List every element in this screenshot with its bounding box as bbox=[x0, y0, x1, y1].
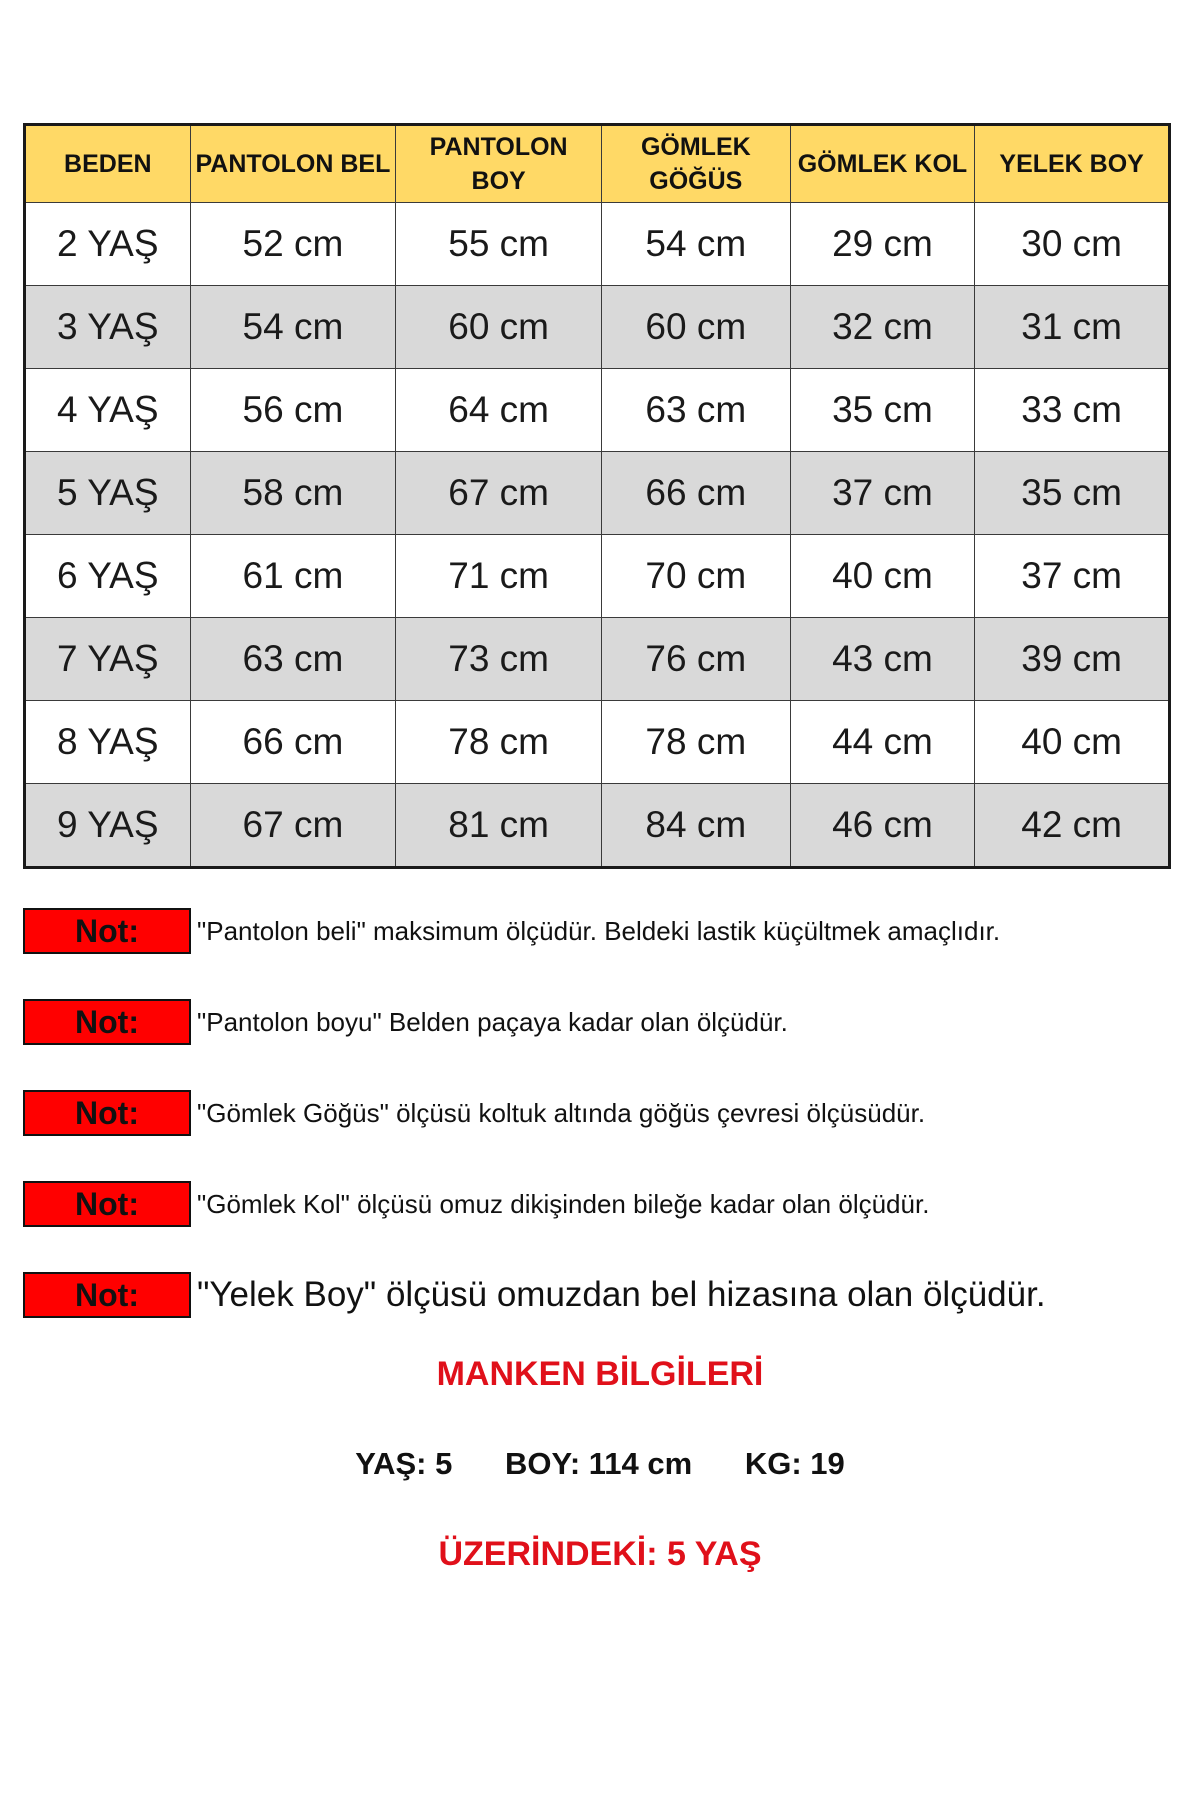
note-badge: Not: bbox=[23, 1090, 191, 1136]
note-gomlek-gogus bbox=[23, 1090, 1171, 1136]
pantolon-bel-cell: 63 cm bbox=[190, 618, 396, 701]
header-yelek-boy: YELEK BOY bbox=[975, 125, 1170, 203]
pantolon-boy-cell: 55 cm bbox=[396, 203, 602, 286]
table-row bbox=[25, 535, 1170, 618]
pantolon-boy-cell: 60 cm bbox=[396, 286, 602, 369]
gomlek-gogus-cell: 76 cm bbox=[601, 618, 790, 701]
gomlek-kol-cell: 46 cm bbox=[790, 784, 975, 868]
pantolon-bel-cell: 56 cm bbox=[190, 369, 396, 452]
gomlek-kol-cell: 35 cm bbox=[790, 369, 975, 452]
header-beden: BEDEN bbox=[25, 125, 191, 203]
yelek-boy-cell: 42 cm bbox=[975, 784, 1170, 868]
gomlek-kol-cell: 32 cm bbox=[790, 286, 975, 369]
size-cell: 9 YAŞ bbox=[25, 784, 191, 868]
pantolon-bel-cell: 66 cm bbox=[190, 701, 396, 784]
gomlek-kol-cell: 44 cm bbox=[790, 701, 975, 784]
table-row bbox=[25, 452, 1170, 535]
yelek-boy-cell: 31 cm bbox=[975, 286, 1170, 369]
size-chart-table bbox=[23, 123, 1171, 869]
pantolon-bel-cell: 58 cm bbox=[190, 452, 396, 535]
gomlek-gogus-cell: 54 cm bbox=[601, 203, 790, 286]
note-yelek-boy bbox=[23, 1272, 1171, 1318]
table-row bbox=[25, 286, 1170, 369]
pantolon-boy-cell: 64 cm bbox=[396, 369, 602, 452]
size-cell: 5 YAŞ bbox=[25, 452, 191, 535]
note-pantolon-boy bbox=[23, 999, 1171, 1045]
pantolon-boy-cell: 81 cm bbox=[396, 784, 602, 868]
size-cell: 6 YAŞ bbox=[25, 535, 191, 618]
header-pantolon-boy: PANTOLON BOY bbox=[396, 125, 602, 203]
note-text: "Gömlek Göğüs" ölçüsü koltuk altında göğüs çevresi ölçüsüdür. bbox=[197, 1098, 926, 1128]
pantolon-boy-cell: 73 cm bbox=[396, 618, 602, 701]
size-cell: 8 YAŞ bbox=[25, 701, 191, 784]
model-info-title: MANKEN BİLGİLERİ bbox=[436, 1355, 764, 1393]
note-badge: Not: bbox=[23, 999, 191, 1045]
gomlek-kol-cell: 40 cm bbox=[790, 535, 975, 618]
model-info-row bbox=[0, 1446, 1200, 1482]
size-cell: 7 YAŞ bbox=[25, 618, 191, 701]
pantolon-bel-cell: 61 cm bbox=[190, 535, 396, 618]
table-row bbox=[25, 784, 1170, 868]
note-badge: Not: bbox=[23, 1181, 191, 1227]
gomlek-gogus-cell: 84 cm bbox=[601, 784, 790, 868]
model-weight: KG: 19 bbox=[744, 1446, 845, 1481]
note-badge: Not: bbox=[23, 908, 191, 954]
gomlek-gogus-cell: 66 cm bbox=[601, 452, 790, 535]
yelek-boy-cell: 40 cm bbox=[975, 701, 1170, 784]
yelek-boy-cell: 30 cm bbox=[975, 203, 1170, 286]
header-gomlek-gogus: GÖMLEK GÖĞÜS bbox=[601, 125, 790, 203]
size-cell: 4 YAŞ bbox=[25, 369, 191, 452]
table-header-row bbox=[25, 125, 1170, 203]
gomlek-kol-cell: 37 cm bbox=[790, 452, 975, 535]
model-height: BOY: 114 cm bbox=[504, 1446, 693, 1481]
model-wearing-size: ÜZERİNDEKİ: 5 YAŞ bbox=[438, 1535, 762, 1573]
table-row bbox=[25, 701, 1170, 784]
pantolon-bel-cell: 67 cm bbox=[190, 784, 396, 868]
table-row bbox=[25, 618, 1170, 701]
header-pantolon-bel: PANTOLON BEL bbox=[190, 125, 396, 203]
pantolon-boy-cell: 71 cm bbox=[396, 535, 602, 618]
yelek-boy-cell: 37 cm bbox=[975, 535, 1170, 618]
note-gomlek-kol bbox=[23, 1181, 1171, 1227]
table-row bbox=[25, 203, 1170, 286]
note-badge: Not: bbox=[23, 1272, 191, 1318]
note-text: "Pantolon boyu" Belden paçaya kadar olan ölçüdür. bbox=[197, 1007, 788, 1037]
gomlek-gogus-cell: 60 cm bbox=[601, 286, 790, 369]
pantolon-boy-cell: 67 cm bbox=[396, 452, 602, 535]
gomlek-gogus-cell: 63 cm bbox=[601, 369, 790, 452]
pantolon-bel-cell: 52 cm bbox=[190, 203, 396, 286]
yelek-boy-cell: 33 cm bbox=[975, 369, 1170, 452]
yelek-boy-cell: 39 cm bbox=[975, 618, 1170, 701]
yelek-boy-cell: 35 cm bbox=[975, 452, 1170, 535]
table-row bbox=[25, 369, 1170, 452]
note-text: "Pantolon beli" maksimum ölçüdür. Beldeki lastik küçültmek amaçlıdır. bbox=[197, 916, 1001, 946]
gomlek-gogus-cell: 78 cm bbox=[601, 701, 790, 784]
gomlek-gogus-cell: 70 cm bbox=[601, 535, 790, 618]
size-cell: 3 YAŞ bbox=[25, 286, 191, 369]
gomlek-kol-cell: 43 cm bbox=[790, 618, 975, 701]
model-age: YAŞ: 5 bbox=[355, 1446, 453, 1481]
header-gomlek-kol: GÖMLEK KOL bbox=[790, 125, 975, 203]
note-text: "Gömlek Kol" ölçüsü omuz dikişinden bileğe kadar olan ölçüdür. bbox=[197, 1189, 930, 1219]
note-pantolon-bel bbox=[23, 908, 1171, 954]
pantolon-bel-cell: 54 cm bbox=[190, 286, 396, 369]
pantolon-boy-cell: 78 cm bbox=[396, 701, 602, 784]
size-cell: 2 YAŞ bbox=[25, 203, 191, 286]
gomlek-kol-cell: 29 cm bbox=[790, 203, 975, 286]
note-text: "Yelek Boy" ölçüsü omuzdan bel hizasına olan ölçüdür. bbox=[197, 1275, 1046, 1314]
